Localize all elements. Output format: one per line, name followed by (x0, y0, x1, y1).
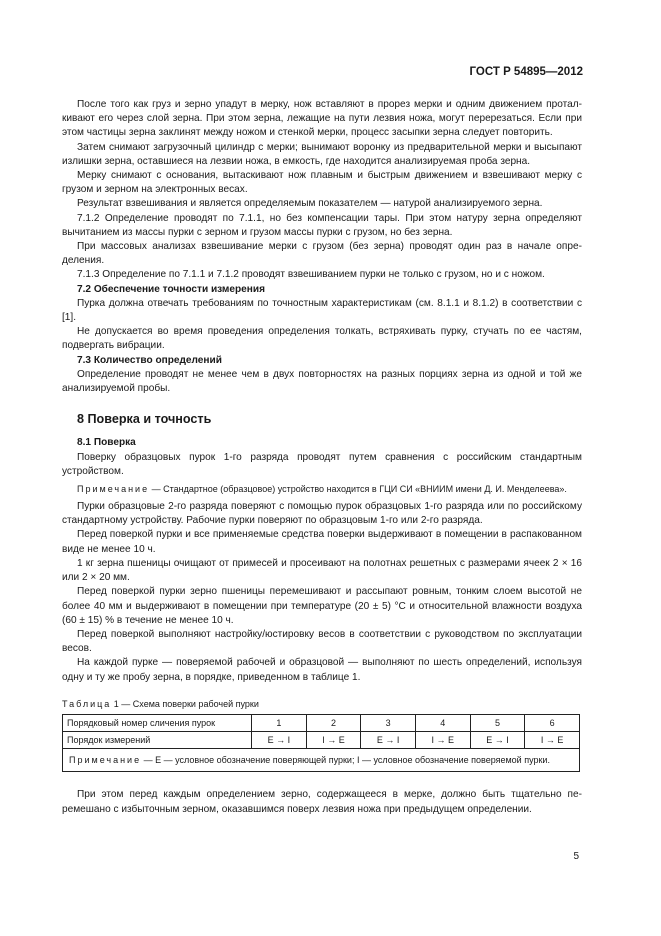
table-row-label: Порядок измерений (63, 732, 252, 749)
paragraph: Перед поверкой пурки зерно пшеницы перемешивают и рассыпают ровным, тонким слоем высотой не более 40 мм и выдерживают в помещении при температуре (20 ± 5) °С и относительной влажности воздуха (60 ± 15) % в течение не менее 10 ч. (62, 586, 582, 626)
table-caption-label: Таблица (62, 698, 112, 709)
paragraph: При массовых анализах взвешивание мерки с грузом (без зерна) проводят один раз в начале определения. (62, 241, 582, 267)
paragraph: При этом перед каждым определением зерно, содержащееся в мерке, должно быть тщательно перемешано с избыточным зерном, оказавшимся поверх лезвия ножа при предыдущем определении. (62, 789, 582, 815)
table-note-label: Примечание (69, 755, 142, 766)
table-caption-text: 1 — Схема поверки рабочей пурки (111, 698, 259, 709)
table-cell: 4 (415, 714, 470, 731)
paragraph: Перед поверкой выполняют настройку/юстировку весов в соответствии с руководством по эксплуатации весов. (62, 628, 582, 655)
paragraph: 7.1.3 Определение по 7.1.1 и 7.1.2 проводят взвешиванием пурки не только с грузом, но и с ножом. (77, 269, 545, 281)
paragraph: Результат взвешивания и является определяемым показателем — натурой анализируемого зерна. (77, 198, 543, 210)
table-cell: I → Е (525, 732, 580, 749)
paragraph: 7.1.2 Определение проводят по 7.1.1, но без компенсации тары. При этом натуру зерна определяют вычитанием из массы пурки с зерном и грузом массы пурки с грузом, но без зерна. (62, 212, 582, 238)
paragraph: На каждой пурке — поверяемой рабочей и образцовой — выполняют по шесть определений, используя одну и ту же пробу зерна, в порядке, приведенном в таблице 1. (62, 657, 582, 683)
table-cell: Е → I (470, 732, 525, 749)
paragraph: Затем снимают загрузочный цилиндр с мерки; вынимают воронку из предварительной мерки и высыпают излишки зерна, оставшиеся на лезвии ножа, в емкость, где находится анализируемая проба зерна. (62, 141, 582, 167)
paragraph: Пурки образцовые 2-го разряда поверяют с помощью пурок образцовых 1-го разряда или по российскому стандартному устройству. Рабочие пурки поверяют по образцовым 1-го или 2-го разряда. (62, 501, 582, 527)
note-label: Примечание (77, 484, 150, 495)
table-row-label: Порядковый номер сличения пурок (63, 714, 252, 731)
paragraph: 1 кг зерна пшеницы очищают от примесей и просеивают на полотнах решетных с размерами ячеек 2 × 16 или 2 × 20 мм. (62, 557, 582, 584)
table-note-row (63, 749, 580, 772)
table-cell: 6 (525, 714, 580, 731)
table-cell: Е → I (252, 732, 307, 749)
paragraph: Пурка должна отвечать требованиям по точностным характеристикам (см. 8.1.1 и 8.1.2) в соответствии с [1]. (62, 297, 582, 324)
paragraph: Определение проводят не менее чем в двух повторностях на разных порциях зерна из одной и той же анализируемой пробы. (62, 368, 582, 395)
section-heading-7-2: 7.2 Обеспечение точности измерения (77, 283, 265, 295)
document-id: ГОСТ Р 54895—2012 (469, 66, 583, 78)
section-heading-8-1: 8.1 Поверка (77, 437, 136, 449)
table-note-text: — Е — условное обозначение поверяющей пурки; I — условное обозначение поверяемой пурки. (141, 755, 550, 766)
table-cell: 5 (470, 714, 525, 731)
table-row (63, 732, 580, 749)
note (62, 483, 582, 496)
table-cell: I → Е (306, 732, 361, 749)
table-row (63, 714, 580, 731)
page-number: 5 (573, 851, 579, 862)
paragraph: Мерку снимают с основания, вытаскивают нож плавным и быстрым движением и взвешивают мерку с грузом и зерном на электронных весах. (62, 170, 582, 196)
section-heading-8: 8 Поверка и точность (77, 412, 212, 427)
page-content (62, 98, 582, 817)
paragraph: После того как груз и зерно упадут в мерку, нож вставляют в прорез мерки и одним движением проталкивают его через слой зерна. При этом зерна, лежащие на пути лезвия ножа, могут перерезаться. Если при этом частицы зерна заклинят между ножом и стенкой мерки, процесс засыпки зерна следует повторить. (62, 99, 582, 139)
table-cell: 1 (252, 714, 307, 731)
section-heading-7-3: 7.3 Количество определений (77, 354, 222, 366)
table-cell: 3 (361, 714, 416, 731)
table-note (63, 749, 580, 772)
table-cell: Е → I (361, 732, 416, 749)
verification-table (62, 714, 580, 772)
paragraph: Не допускается во время проведения определения толкать, встряхивать пурку, стучать по ее частям, подвергать вибрации. (62, 326, 582, 352)
paragraph: Перед поверкой пурки и все применяемые средства поверки выдерживают в помещении в распакованном виде не менее 10 ч. (62, 529, 582, 555)
table-cell: I → Е (415, 732, 470, 749)
table-cell: 2 (306, 714, 361, 731)
paragraph: Поверку образцовых пурок 1-го разряда проводят путем сравнения с российским стандартным устройством. (62, 451, 582, 477)
table-caption (62, 697, 582, 711)
note-text: — Стандартное (образцовое) устройство находится в ГЦИ СИ «ВНИИМ имени Д. И. Менделеева». (149, 484, 567, 495)
